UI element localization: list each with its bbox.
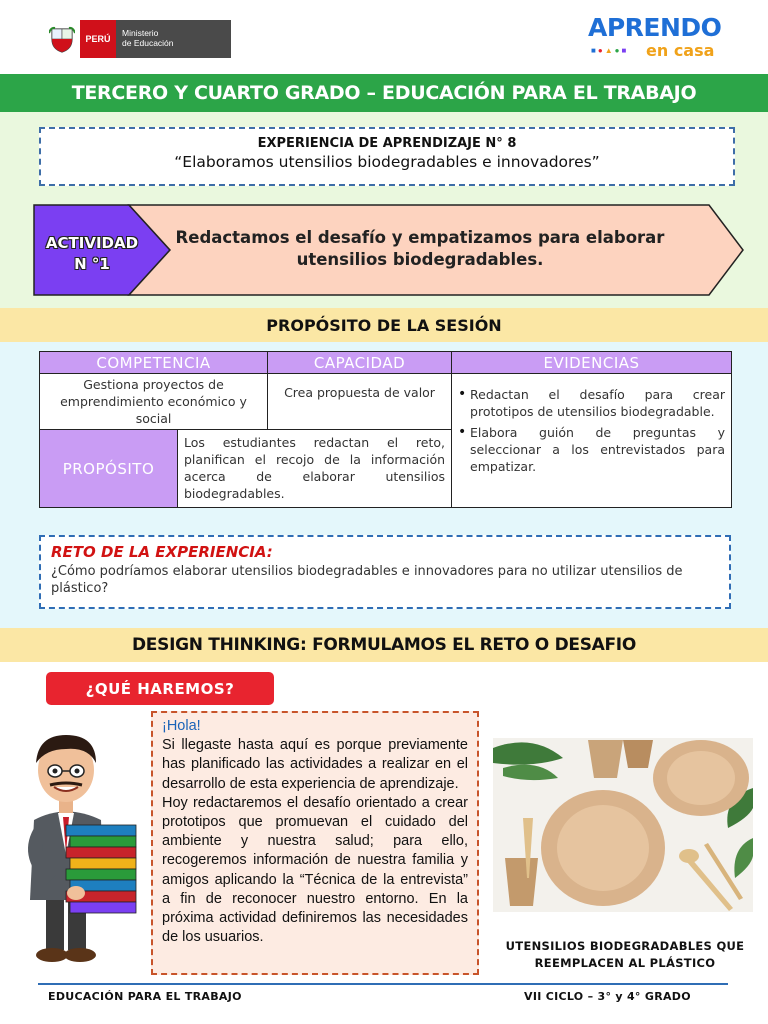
proposito-header-cell: PROPÓSITO — [40, 430, 178, 508]
evidence-item: • Redactan el desafío para crear prototipos de utensilios biodegradable. — [458, 386, 725, 420]
evidence-item: • Elabora guión de preguntas y seleccionar a los entrevistados para empatizar. — [458, 424, 725, 475]
footer-cycle: VII CICLO – 3° y 4° GRADO — [524, 990, 691, 1003]
government-logo — [44, 20, 231, 58]
coat-of-arms-icon — [44, 20, 80, 58]
message-greeting: ¡Hola! — [162, 718, 201, 734]
photo-caption: UTENSILIOS BIODEGRADABLES QUE REEMPLACEN AL PLÁSTICO — [505, 939, 745, 970]
ministry-label — [116, 20, 231, 58]
design-thinking-band: DESIGN THINKING: FORMULAMOS EL RETO O DESAFIO — [0, 628, 768, 662]
ministry-line1: Ministerio — [122, 28, 159, 38]
intro-message-box — [151, 711, 479, 975]
grade-title-band: TERCERO Y CUARTO GRADO – EDUCACIÓN PARA EL TRABAJO — [0, 74, 768, 112]
proposito-band: PROPÓSITO DE LA SESIÓN — [0, 308, 768, 342]
header-competencia: COMPETENCIA — [40, 352, 268, 374]
activity-title: Redactamos el desafío y empatizamos para elaborar utensilios biodegradables. — [175, 228, 665, 269]
brand-dots-icon: ■●▲●■ — [591, 46, 629, 55]
que-haremos-label: ¿QUÉ HAREMOS? — [46, 672, 274, 705]
brand-subtitle: en casa — [646, 41, 715, 60]
footer-divider — [38, 983, 728, 985]
competencia-cell: Gestiona proyectos de emprendimiento económico y social — [40, 374, 268, 430]
header-capacidad: CAPACIDAD — [268, 352, 452, 374]
proposito-text-cell: Los estudiantes redactan el reto, planifican el recojo de la información acerca de elaborar utensilios biodegradables. — [178, 430, 452, 508]
evidencias-cell — [452, 374, 732, 508]
experience-label: EXPERIENCIA DE APRENDIZAJE N° 8 — [257, 136, 517, 151]
header-evidencias: EVIDENCIAS — [452, 352, 732, 374]
competencies-table — [39, 351, 732, 508]
footer-subject: EDUCACIÓN PARA EL TRABAJO — [48, 990, 242, 1003]
aprendo-en-casa-logo — [588, 14, 738, 62]
ministry-line2: de Educación — [122, 38, 174, 48]
activity-number-label — [36, 233, 148, 275]
reto-title: RETO DE LA EXPERIENCIA: — [51, 543, 273, 561]
experience-box — [39, 127, 735, 186]
reto-text: ¿Cómo podríamos elaborar utensilios biodegradables e innovadores para no utilizar utensilios de plástico? — [51, 564, 683, 596]
reto-box — [39, 535, 731, 609]
experience-title: “Elaboramos utensilios biodegradables e innovadores” — [174, 153, 600, 171]
peru-label: PERÚ — [80, 20, 116, 58]
activity-label-line2: N °1 — [74, 255, 110, 273]
brand-title: APRENDO — [588, 13, 722, 42]
message-paragraph-2: Hoy redactaremos el desafío orientado a crear prototipos que promuevan el cuidado del ambiente y nuestra salud; para ello, recogeremos información de nuestra familia y amigos aplicando la “Técnica de la entrevista” a fin de reconocer nuestro entorno. En la próxima actividad definiremos las necesidades de los usuarios. — [162, 794, 468, 946]
activity-label-line1: ACTIVIDAD — [45, 234, 139, 252]
capacidad-cell: Crea propuesta de valor — [268, 374, 452, 430]
teacher-avatar — [6, 725, 141, 965]
message-paragraph-1: Si llegaste hasta aquí es porque previamente has planificado las actividades a realizar en el desarrollo de esta experiencia de aprendizaje. — [162, 737, 468, 792]
biodegradable-utensils-photo — [493, 738, 753, 912]
